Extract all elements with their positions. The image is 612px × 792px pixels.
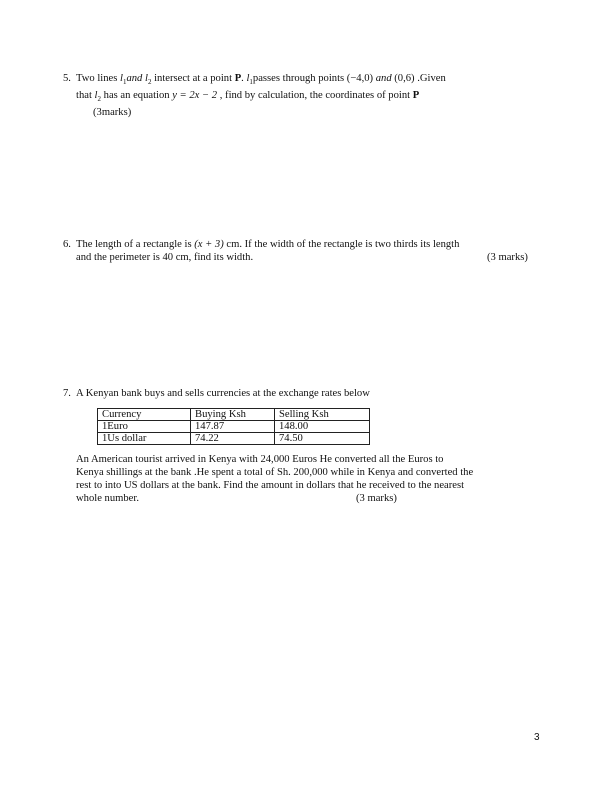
page-number: 3 — [534, 732, 540, 743]
question-6 — [63, 238, 546, 264]
question-6-line-2: and the perimeter is 40 cm, find its width. (3 marks) — [76, 252, 528, 263]
question-6-line-1: The length of a rectangle is (x + 3) cm. If the width of the rectangle is two thirds its length — [76, 239, 460, 250]
table-cell: 147.87 — [191, 421, 275, 433]
question-7 — [63, 387, 546, 400]
marks-label: (3 marks) — [487, 252, 528, 263]
table-header-cell: Buying Ksh — [191, 409, 275, 421]
question-number: 5. — [63, 73, 71, 84]
table-row — [98, 421, 370, 433]
table-row — [98, 433, 370, 445]
question-number: 6. — [63, 239, 71, 250]
question-7-line-4: whole number. (3 marks) — [76, 493, 397, 504]
exchange-rate-table — [97, 408, 370, 445]
marks-label: (3marks) — [93, 107, 132, 119]
table-header-cell: Currency — [98, 409, 191, 421]
table-cell: 1Euro — [98, 421, 191, 433]
table-cell: 148.00 — [275, 421, 370, 433]
marks-label: (3 marks) — [356, 493, 397, 504]
expression: (x + 3) — [194, 239, 224, 250]
table-header-cell: Selling Ksh — [275, 409, 370, 421]
question-number: 7. — [63, 388, 71, 399]
question-7-line-3: rest to into US dollars at the bank. Find the amount in dollars that he received to the nearest — [76, 480, 465, 491]
question-5 — [63, 72, 546, 119]
question-7-intro: A Kenyan bank buys and sells currencies at the exchange rates below — [76, 388, 370, 399]
table-cell: 1Us dollar — [98, 433, 191, 445]
question-7-line-1: An American tourist arrived in Kenya with 24,000 Euros He converted all the Euros to — [76, 454, 444, 465]
table-cell: 74.50 — [275, 433, 370, 445]
table-header-row — [98, 409, 370, 421]
question-7-line-2: Kenya shillings at the bank .He spent a total of Sh. 200,000 while in Kenya and converted the — [76, 467, 474, 478]
question-7-body — [76, 453, 546, 505]
equation: y = 2x − 2 — [172, 90, 218, 102]
question-5-line-2: that $l_2$ has an equation y = 2x − 2 , find by calculation, the coordinates of point P — [76, 90, 420, 104]
question-5-line-1: Two lines $l_1and$ $l_2$ intersect at a point P. $l_1passes$ through points (−4,0) and (0,6) .Given — [76, 73, 446, 87]
table-cell: 74.22 — [191, 433, 275, 445]
